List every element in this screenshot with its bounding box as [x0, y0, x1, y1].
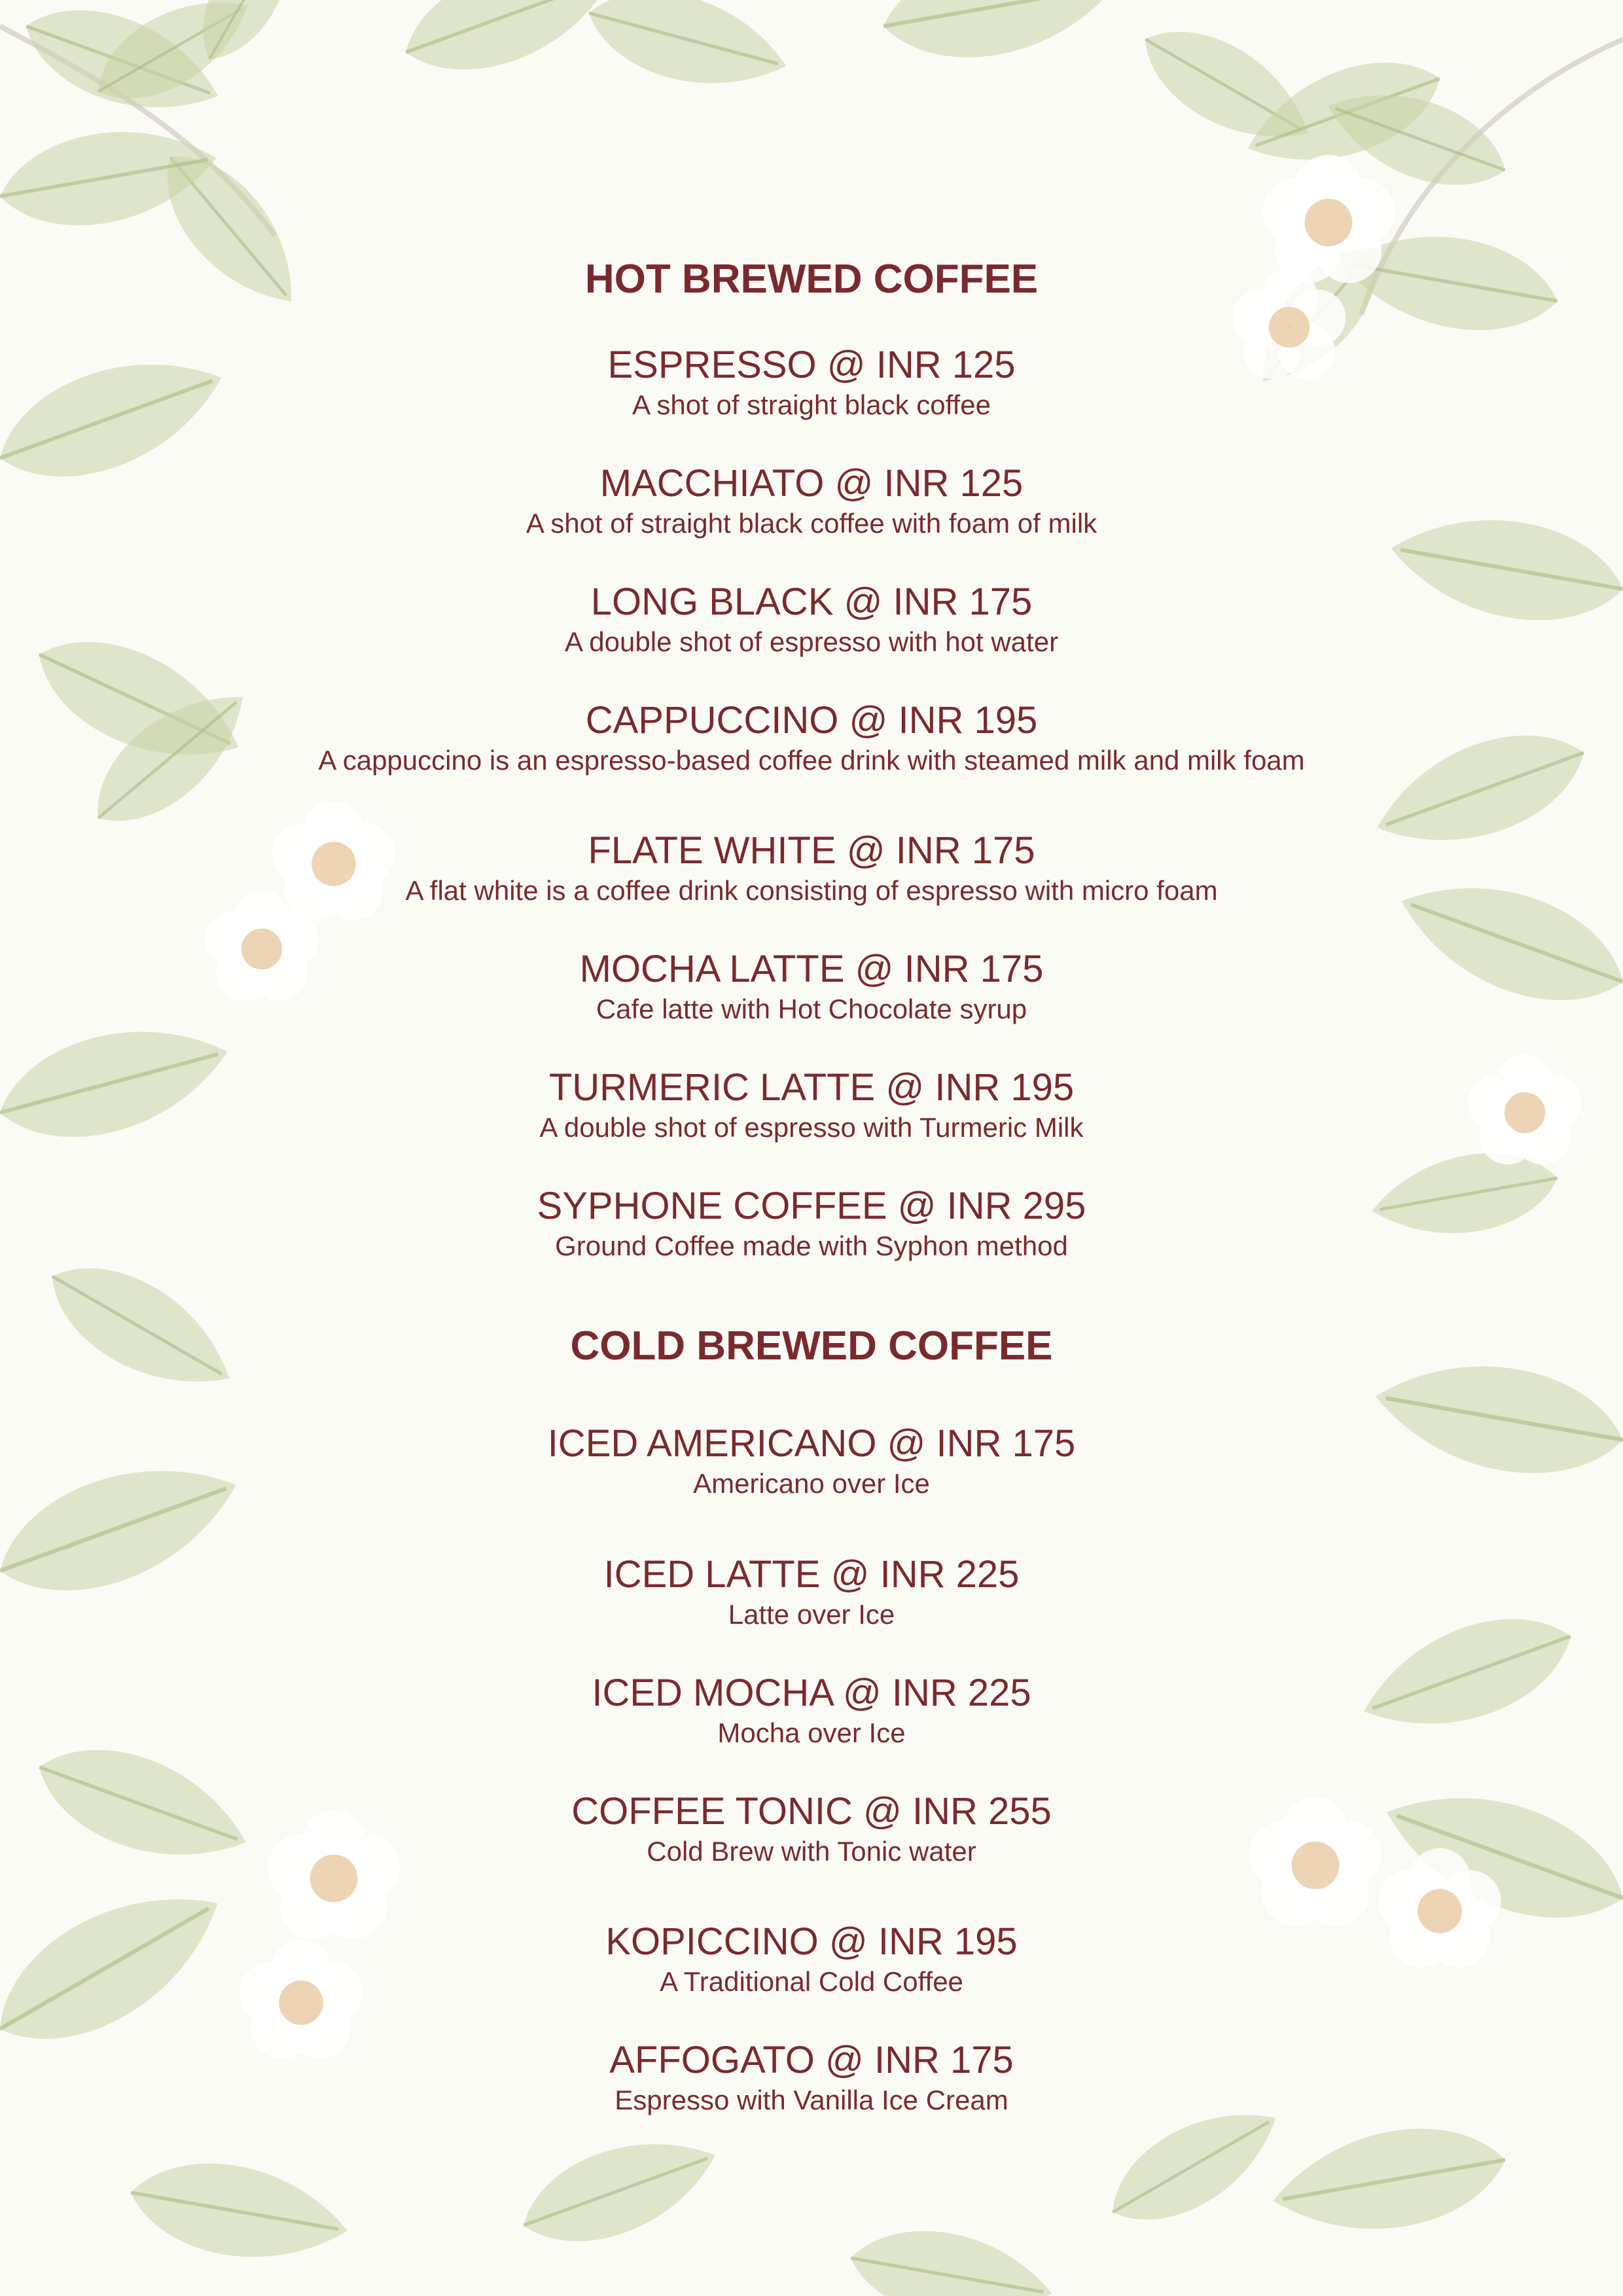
menu-item [0, 947, 1623, 1027]
menu-item [0, 1552, 1623, 1632]
menu-item [0, 343, 1623, 423]
item-desc: Espresso with Vanilla Ice Cream [615, 2085, 1008, 2115]
item-name: KOPICCINO @ INR 195 [605, 1920, 1018, 1963]
item-desc: Cold Brew with Tonic water [647, 1836, 976, 1867]
item-desc: A flat white is a coffee drink consisting of espresso with micro foam [405, 875, 1218, 906]
menu-item [0, 1422, 1623, 1501]
item-desc: Ground Coffee made with Syphon method [555, 1230, 1068, 1261]
item-desc: Mocha over Ice [717, 1717, 906, 1748]
section-title-hot-brewed: HOT BREWED COFFEE [584, 257, 1039, 302]
section-title-cold-brewed: COLD BREWED COFFEE [570, 1323, 1053, 1369]
item-name: FLATE WHITE @ INR 175 [588, 829, 1035, 872]
menu-item [0, 461, 1623, 541]
menu-item [0, 1789, 1623, 1869]
menu-item [0, 698, 1623, 778]
item-name: AFFOGATO @ INR 175 [609, 2039, 1014, 2081]
item-name: CAPPUCCINO @ INR 195 [585, 699, 1038, 742]
item-desc: A cappuccino is an espresso-based coffee drink with steamed milk and milk foam [318, 745, 1305, 776]
menu-item [0, 1066, 1623, 1145]
item-desc: Latte over Ice [728, 1599, 895, 1630]
item-name: LONG BLACK @ INR 175 [590, 581, 1033, 623]
item-name: ESPRESSO @ INR 125 [607, 344, 1016, 386]
item-name: MACCHIATO @ INR 125 [599, 462, 1024, 505]
item-desc: A shot of straight black coffee with foam of milk [526, 508, 1097, 539]
item-name: ICED LATTE @ INR 225 [603, 1553, 1020, 1596]
item-name: ICED MOCHA @ INR 225 [592, 1672, 1031, 1714]
item-name: TURMERIC LATTE @ INR 195 [548, 1066, 1075, 1109]
item-desc: Americano over Ice [693, 1468, 930, 1499]
item-desc: A shot of straight black coffee [632, 389, 991, 420]
menu-item [0, 829, 1623, 908]
item-desc: A double shot of espresso with Turmeric Milk [539, 1112, 1084, 1143]
menu-item [0, 580, 1623, 660]
item-desc: Cafe latte with Hot Chocolate syrup [596, 994, 1027, 1024]
item-name: MOCHA LATTE @ INR 175 [579, 948, 1044, 990]
menu-item [0, 1920, 1623, 2000]
menu-item [0, 2038, 1623, 2118]
item-desc: A double shot of espresso with hot water [564, 626, 1059, 657]
menu-item [0, 1184, 1623, 1264]
item-name: COFFEE TONIC @ INR 255 [571, 1790, 1052, 1833]
item-desc: A Traditional Cold Coffee [660, 1966, 963, 1997]
menu-item [0, 1671, 1623, 1751]
item-name: ICED AMERICANO @ INR 175 [547, 1422, 1076, 1465]
item-name: SYPHONE COFFEE @ INR 295 [537, 1185, 1086, 1227]
